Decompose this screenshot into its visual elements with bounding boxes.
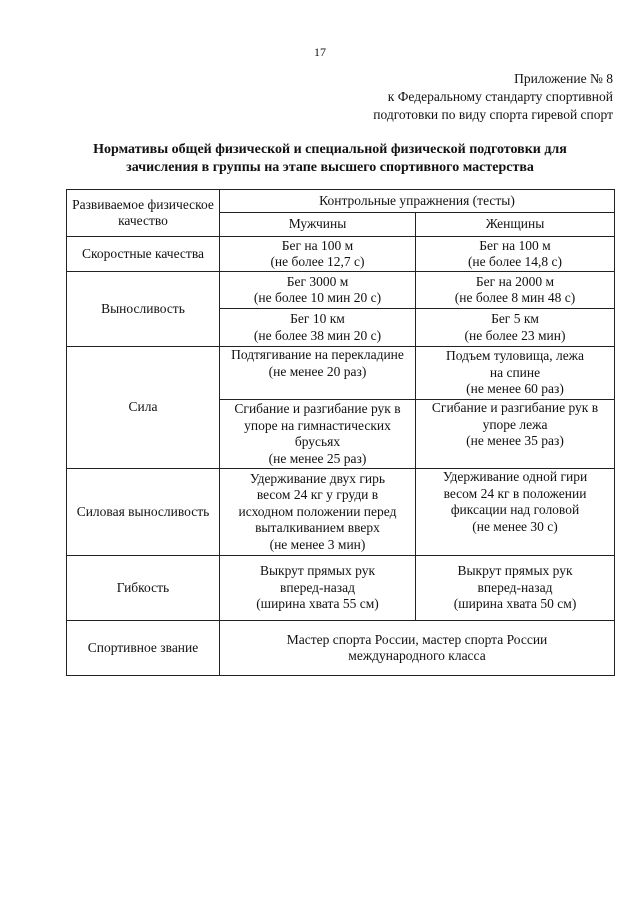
norm-line: Удерживание двух гирь bbox=[249, 470, 386, 486]
table-header-row bbox=[67, 190, 615, 213]
table-row-speed bbox=[67, 237, 615, 272]
norm-line: (не более 8 мин 48 с) bbox=[454, 290, 576, 305]
norm-line: Бег на 100 м bbox=[281, 237, 354, 253]
quality-label: Гибкость bbox=[67, 556, 220, 621]
norm-line: Мастер спорта России, мастер спорта России bbox=[286, 631, 548, 647]
women-norm bbox=[416, 556, 615, 621]
norm-line: Удерживание одной гири bbox=[442, 469, 588, 484]
title-line: зачисления в группы на этапе высшего спортивного мастерства bbox=[126, 160, 534, 175]
norm-line: (не менее 25 раз) bbox=[268, 450, 367, 466]
title-line: Нормативы общей физической и специальной физической подготовки для bbox=[93, 142, 567, 157]
table-row-power-endurance bbox=[67, 469, 615, 556]
norm-line: (не менее 3 мин) bbox=[269, 536, 366, 552]
men-norm bbox=[220, 556, 416, 621]
norms-table bbox=[66, 189, 615, 676]
norm-line: упоре лежа bbox=[482, 416, 548, 432]
quality-label: Скоростные качества bbox=[67, 237, 220, 272]
women-norm bbox=[416, 347, 615, 400]
norm-line: (не более 12,7 с) bbox=[270, 254, 365, 269]
appendix-header bbox=[283, 70, 613, 124]
norm-line: (не более 38 мин 20 с) bbox=[253, 327, 382, 343]
women-norm bbox=[416, 469, 615, 556]
men-norm bbox=[220, 400, 416, 469]
appendix-line: к Федеральному стандарту спортивной bbox=[387, 89, 613, 104]
table-row-endurance bbox=[67, 272, 615, 309]
women-norm bbox=[416, 237, 615, 272]
norm-line: фиксации над головой bbox=[450, 502, 580, 517]
norm-line: вперед-назад bbox=[477, 579, 553, 595]
norm-line: (не менее 20 раз) bbox=[268, 363, 367, 379]
norm-line: Выкрут прямых рук bbox=[457, 563, 573, 579]
norm-line: (не менее 35 раз) bbox=[466, 433, 564, 448]
norm-line: брусьях bbox=[294, 434, 341, 449]
document-title bbox=[60, 141, 600, 177]
norm-line: (ширина хвата 55 см) bbox=[256, 596, 379, 612]
women-norm bbox=[416, 272, 615, 309]
header-men: Мужчины bbox=[220, 213, 416, 237]
norm-line: Подъем туловища, лежа bbox=[445, 348, 585, 364]
norm-line: на спине bbox=[489, 364, 541, 380]
men-norm bbox=[220, 309, 416, 347]
norm-line: Сгибание и разгибание рук в bbox=[234, 401, 401, 416]
norm-line: Бег 5 км bbox=[491, 311, 539, 326]
norm-line: Бег на 100 м bbox=[479, 237, 551, 253]
men-norm bbox=[220, 347, 416, 400]
norm-line: Подтягивание на перекладине bbox=[231, 347, 404, 362]
norm-line: весом 24 кг у груди в bbox=[256, 487, 379, 503]
men-norm bbox=[220, 237, 416, 272]
page-number: 17 bbox=[314, 45, 326, 59]
men-norm bbox=[220, 469, 416, 556]
quality-label: Выносливость bbox=[67, 272, 220, 347]
header-tests: Контрольные упражнения (тесты) bbox=[220, 190, 615, 213]
norm-line: Бег 10 км bbox=[290, 311, 345, 326]
norm-line: выталкиванием вверх bbox=[255, 520, 380, 536]
norm-line: (ширина хвата 50 см) bbox=[453, 596, 577, 612]
norm-line: (не более 10 мин 20 с) bbox=[253, 290, 382, 305]
appendix-line: Приложение № 8 bbox=[514, 71, 613, 86]
women-norm bbox=[416, 400, 615, 469]
table-row-sport-title bbox=[67, 621, 615, 676]
appendix-line: подготовки по виду спорта гиревой спорт bbox=[373, 107, 613, 122]
norm-line: исходном положении перед bbox=[238, 503, 397, 519]
quality-label: Сила bbox=[67, 347, 220, 469]
table-row-strength bbox=[67, 347, 615, 400]
men-norm bbox=[220, 272, 416, 309]
women-norm bbox=[416, 309, 615, 347]
quality-label: Спортивное звание bbox=[67, 621, 220, 676]
norm-line: Бег 3000 м bbox=[286, 273, 349, 289]
norm-line: вперед-назад bbox=[280, 579, 355, 595]
norm-line: (не более 23 мин) bbox=[464, 327, 566, 343]
quality-label: Силовая выносливость bbox=[67, 469, 220, 556]
norm-line: весом 24 кг в положении bbox=[443, 485, 587, 501]
norm-line: Бег на 2000 м bbox=[475, 273, 555, 289]
norm-line: (не более 14,8 с) bbox=[467, 254, 563, 269]
norm-line: (не менее 30 с) bbox=[472, 518, 558, 534]
norm-line: Сгибание и разгибание рук в bbox=[431, 400, 599, 415]
norm-line: международного класса bbox=[348, 648, 486, 663]
norm-line: упоре на гимнастических bbox=[244, 417, 391, 433]
header-women: Женщины bbox=[416, 213, 615, 237]
header-quality: Развиваемое физическое качество bbox=[67, 190, 220, 237]
norm-line: (не менее 60 раз) bbox=[466, 381, 564, 397]
sport-title-value bbox=[220, 621, 615, 676]
norm-line: Выкрут прямых рук bbox=[259, 563, 376, 579]
table-row-flexibility bbox=[67, 556, 615, 621]
